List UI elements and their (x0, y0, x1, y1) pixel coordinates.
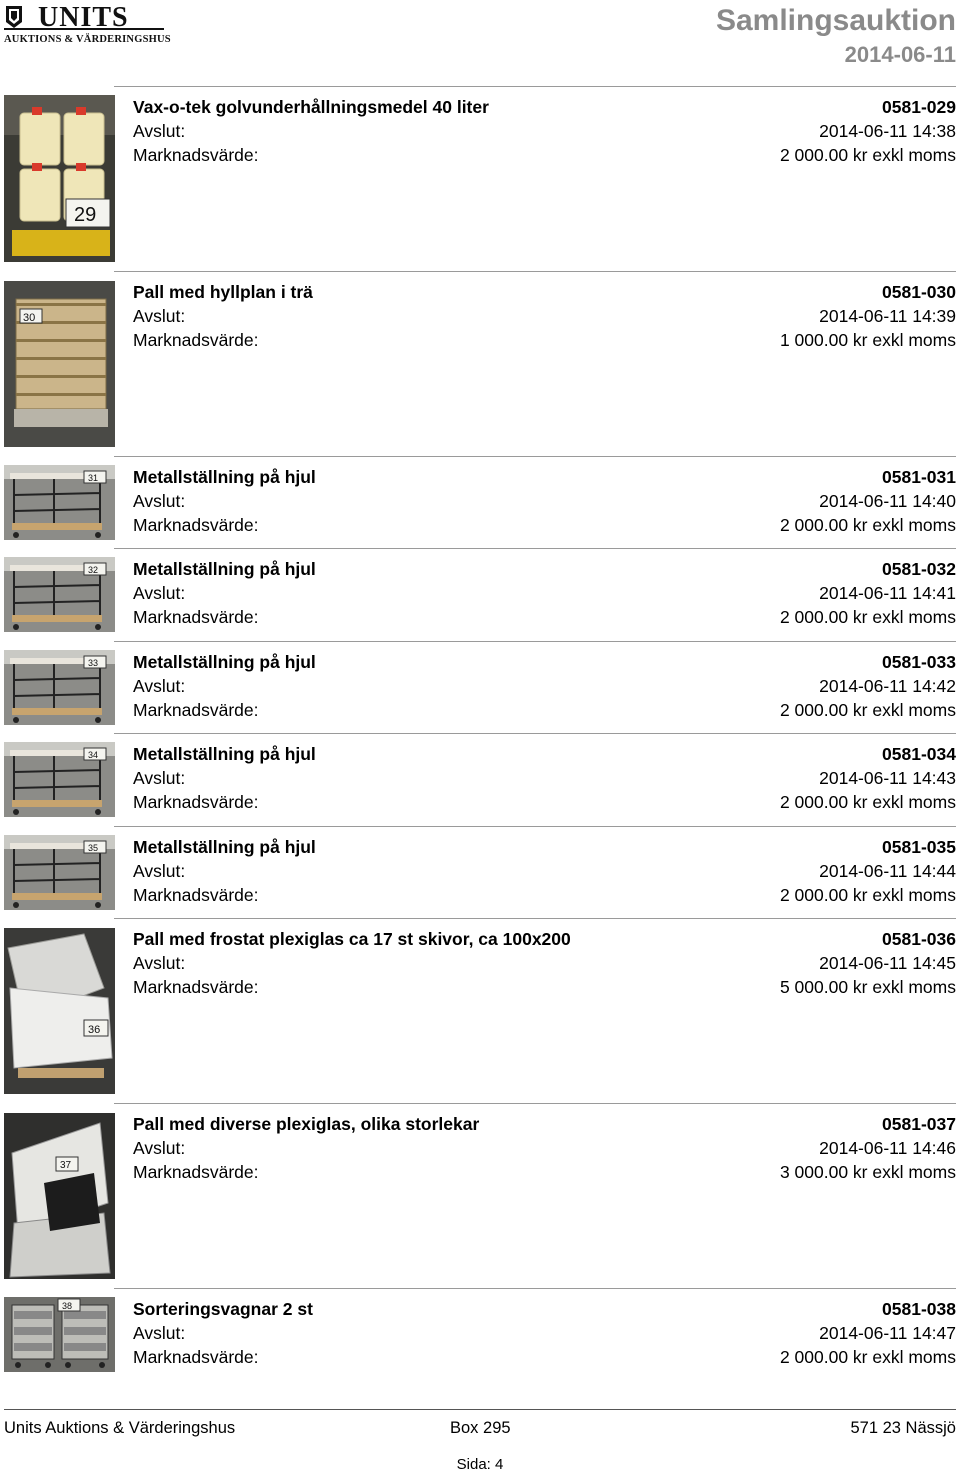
svg-text:37: 37 (60, 1160, 72, 1171)
lot-title: Pall med hyllplan i trä (133, 282, 313, 302)
end-label: Avslut: (133, 768, 186, 788)
lot-photo (4, 742, 115, 817)
market-value-label: Marknadsvärde: (133, 145, 259, 165)
market-value-label: Marknadsvärde: (133, 1347, 259, 1367)
end-time: 2014-06-11 14:44 (819, 861, 956, 881)
market-value: 2 000.00 kr exkl moms (779, 1347, 956, 1367)
end-label: Avslut: (133, 306, 186, 326)
market-value: 2 000.00 kr exkl moms (779, 145, 956, 165)
units-logo (4, 2, 171, 48)
lot-divider (114, 548, 956, 549)
lot-photo (4, 465, 115, 540)
end-time: 2014-06-11 14:43 (819, 768, 956, 788)
end-label: Avslut: (133, 1323, 186, 1343)
lot-divider (114, 826, 956, 827)
end-label: Avslut: (133, 491, 186, 511)
page-label: Sida: (456, 1456, 491, 1473)
page-number (0, 1456, 960, 1473)
lot-divider (114, 918, 956, 919)
svg-text:34: 34 (88, 750, 99, 760)
lot-number: 0581-034 (882, 744, 956, 764)
lot-photo (4, 928, 115, 1094)
lot-title: Metallställning på hjul (133, 559, 316, 579)
units-logo-mark (4, 2, 164, 34)
lot-number: 0581-036 (882, 929, 956, 949)
svg-text:35: 35 (88, 843, 99, 853)
market-value-label: Marknadsvärde: (133, 1162, 259, 1182)
lot-divider (114, 1103, 956, 1104)
lot-divider (114, 456, 956, 457)
end-time: 2014-06-11 14:46 (819, 1138, 956, 1158)
lot-number: 0581-032 (882, 559, 956, 579)
end-label: Avslut: (133, 676, 186, 696)
logo-subtitle: AUKTIONS & VÄRDERINGSHUS (4, 34, 171, 45)
market-value-label: Marknadsvärde: (133, 977, 259, 997)
end-label: Avslut: (133, 861, 186, 881)
market-value-label: Marknadsvärde: (133, 885, 259, 905)
lot-title: Metallställning på hjul (133, 652, 316, 672)
lot-title: Pall med diverse plexiglas, olika storlekar (133, 1114, 480, 1134)
svg-text:36: 36 (88, 1024, 101, 1036)
end-label: Avslut: (133, 583, 186, 603)
end-time: 2014-06-11 14:38 (819, 121, 956, 141)
lot-photo (4, 95, 115, 262)
end-label: Avslut: (133, 121, 186, 141)
lot-divider (114, 733, 956, 734)
lot-number: 0581-037 (882, 1114, 956, 1134)
market-value: 3 000.00 kr exkl moms (779, 1162, 956, 1182)
lot-title: Metallställning på hjul (133, 837, 316, 857)
lot-title: Metallställning på hjul (133, 744, 316, 764)
svg-text:32: 32 (88, 565, 99, 575)
lot-photo (4, 281, 115, 447)
lot-number: 0581-029 (882, 97, 956, 117)
lot-title: Vax-o-tek golvunderhållningsmedel 40 liter (133, 97, 489, 117)
lot-divider (114, 86, 956, 87)
market-value-label: Marknadsvärde: (133, 607, 259, 627)
lot-photo (4, 1113, 115, 1279)
end-time: 2014-06-11 14:41 (819, 583, 956, 603)
footer-address: 571 23 Nässjö (850, 1419, 956, 1437)
lot-title: Pall med frostat plexiglas ca 17 st skivor, ca 100x200 (133, 929, 571, 949)
lot-number: 0581-030 (882, 282, 956, 302)
market-value-label: Marknadsvärde: (133, 515, 259, 535)
end-time: 2014-06-11 14:45 (819, 953, 956, 973)
market-value: 2 000.00 kr exkl moms (779, 700, 956, 720)
svg-text:29: 29 (74, 204, 97, 226)
lot-photo (4, 835, 115, 910)
market-value: 2 000.00 kr exkl moms (779, 885, 956, 905)
svg-text:31: 31 (88, 473, 99, 483)
market-value: 2 000.00 kr exkl moms (779, 792, 956, 812)
end-time: 2014-06-11 14:40 (819, 491, 956, 511)
svg-text:33: 33 (88, 658, 99, 668)
lot-divider (114, 641, 956, 642)
footer-box: Box 295 (450, 1419, 511, 1437)
end-label: Avslut: (133, 953, 186, 973)
market-value-label: Marknadsvärde: (133, 330, 259, 350)
market-value: 5 000.00 kr exkl moms (779, 977, 956, 997)
svg-text:30: 30 (23, 312, 36, 324)
market-value: 1 000.00 kr exkl moms (779, 330, 956, 350)
lot-photo (4, 1297, 115, 1372)
lot-divider (114, 1288, 956, 1289)
page-value: 4 (495, 1456, 504, 1473)
lot-divider (114, 271, 956, 272)
market-value-label: Marknadsvärde: (133, 792, 259, 812)
market-value-label: Marknadsvärde: (133, 700, 259, 720)
lot-number: 0581-035 (882, 837, 956, 857)
lot-title: Metallställning på hjul (133, 467, 316, 487)
logo-wordmark: UNITS (38, 2, 129, 33)
lot-photo (4, 650, 115, 725)
lot-title: Sorteringsvagnar 2 st (133, 1299, 313, 1319)
lot-number: 0581-031 (882, 467, 956, 487)
end-time: 2014-06-11 14:39 (819, 306, 956, 326)
document-date: 2014-06-11 (844, 42, 956, 67)
svg-text:38: 38 (62, 1301, 73, 1311)
footer-divider (4, 1409, 956, 1410)
market-value: 2 000.00 kr exkl moms (779, 607, 956, 627)
lot-number: 0581-038 (882, 1299, 956, 1319)
footer-company: Units Auktions & Värderingshus (4, 1419, 236, 1437)
document-title: Samlingsauktion (715, 4, 956, 37)
lot-number: 0581-033 (882, 652, 956, 672)
end-label: Avslut: (133, 1138, 186, 1158)
end-time: 2014-06-11 14:42 (819, 676, 956, 696)
end-time: 2014-06-11 14:47 (819, 1323, 956, 1343)
market-value: 2 000.00 kr exkl moms (779, 515, 956, 535)
lot-photo (4, 557, 115, 632)
